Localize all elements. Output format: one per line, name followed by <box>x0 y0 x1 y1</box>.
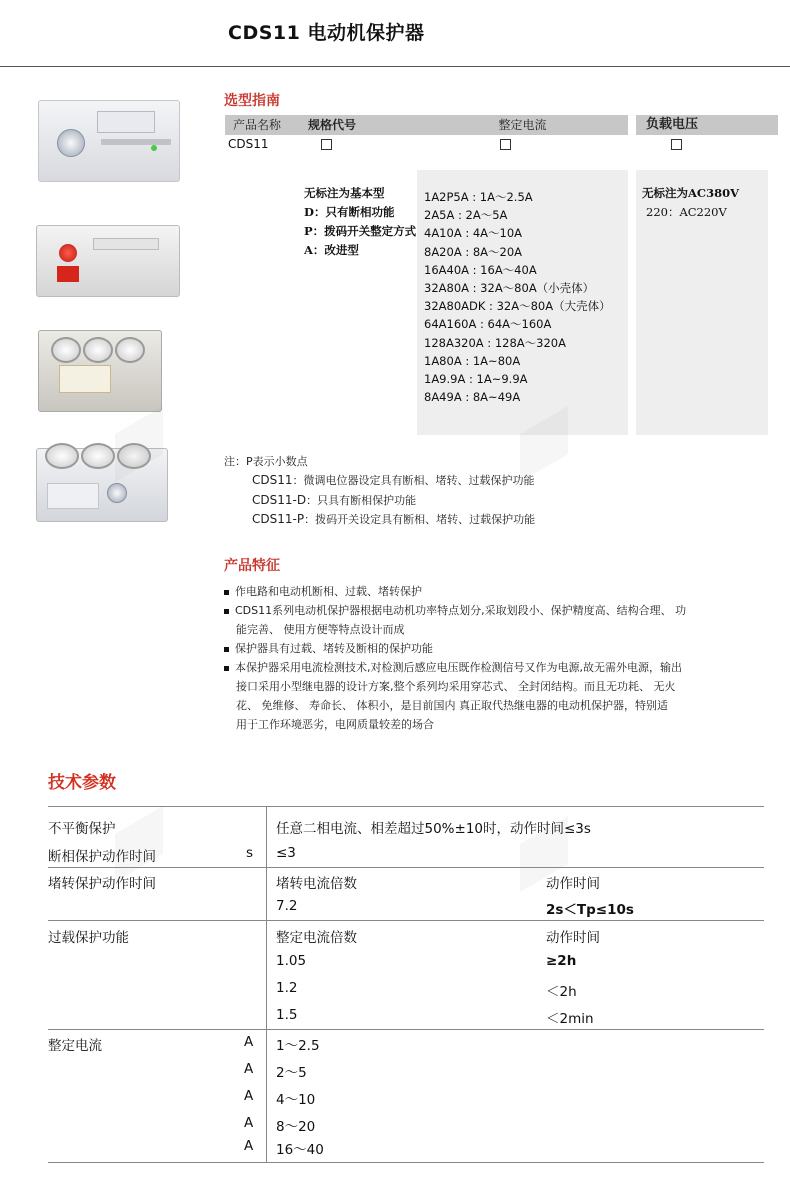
spec-code-checkbox[interactable] <box>321 139 332 150</box>
tech-label: 过载保护功能 <box>48 930 129 946</box>
current-option: 8A20A : 8A～20A <box>424 244 523 259</box>
tech-value: 1.05 <box>276 953 307 969</box>
tech-subheader: 动作时间 <box>546 930 600 946</box>
current-option: 32A80A : 32A～80A（小壳体） <box>424 281 595 296</box>
tech-unit: A <box>244 1034 254 1050</box>
current-hole-icon <box>83 337 113 363</box>
bullet-icon <box>224 647 229 652</box>
label-plate <box>97 111 155 133</box>
current-option: 64A160A : 64A～160A <box>424 317 552 332</box>
tech-value: ≤3 <box>276 845 296 861</box>
table-top-rule <box>48 806 764 807</box>
label-plate <box>47 483 99 509</box>
led-icon <box>151 145 157 151</box>
feature-item: 保护器具有过载、堵转及断相的保护功能 <box>224 639 770 658</box>
feature-item: CDS11系列电动机保护器根据电动机功率特点划分,采取划段小、保护精度高、结构合理、 功 <box>224 601 770 620</box>
notes-intro: 注：P表示小数点 <box>224 455 308 468</box>
tech-label: 整定电流 <box>48 1038 102 1054</box>
tech-value: 1.2 <box>276 980 298 996</box>
current-option: 1A2P5A : 1A～2.5A <box>424 190 533 204</box>
voltage-option: 无标注为AC380V <box>642 186 740 200</box>
model-code: CDS11 <box>228 137 269 151</box>
selection-guide-heading: 选型指南 <box>224 93 280 109</box>
title-divider <box>0 66 790 67</box>
spec-option: 无标注为基本型 <box>304 186 385 200</box>
product-photo-2 <box>36 225 180 297</box>
tech-subheader: 堵转电流倍数 <box>276 876 357 892</box>
feature-item-cont: 能完善、 使用方便等特点设计而成 <box>236 623 405 636</box>
current-hole-icon <box>81 443 115 469</box>
spec-option: A：改进型 <box>304 243 359 257</box>
dial-icon <box>107 483 127 503</box>
voltage-option: 220：AC220V <box>646 205 727 219</box>
current-option: 1A9.9A : 1A~9.9A <box>424 372 528 387</box>
current-option: 2A5A : 2A～5A <box>424 208 508 223</box>
tech-value: 7.2 <box>276 898 298 914</box>
tech-unit: A <box>244 1138 254 1154</box>
tech-label: 断相保护动作时间 <box>48 849 156 865</box>
tech-value: 任意二相电流、相差超过50%±10时，动作时间≤3s <box>276 821 591 837</box>
rated-current-checkbox[interactable] <box>500 139 511 150</box>
feature-item-cont: 花、 免维修、 寿命长、 体积小，是目前国内 真正取代热继电器的电动机保护器，特别适 <box>236 699 668 712</box>
tech-value: 16～40 <box>276 1142 324 1158</box>
current-option: 32A80ADK : 32A～80A（大壳体） <box>424 299 611 314</box>
tech-unit: A <box>244 1061 254 1077</box>
tech-value: 8～20 <box>276 1119 316 1135</box>
feature-item: 作电路和电动机断相、过载、堵转保护 <box>224 582 770 601</box>
tech-unit: s <box>246 845 254 861</box>
note-item: CDS11-D：只具有断相保护功能 <box>252 492 417 507</box>
current-options-list <box>424 188 611 406</box>
tech-label: 不平衡保护 <box>48 821 116 837</box>
current-hole-icon <box>45 443 79 469</box>
current-option: 128A320A : 128A～320A <box>424 335 566 350</box>
tech-value: ≥2h <box>546 953 577 969</box>
bullet-icon <box>224 590 229 595</box>
current-hole-icon <box>115 337 145 363</box>
tech-value: 4～10 <box>276 1092 316 1108</box>
note-item: CDS11：微调电位器设定具有断相、堵转、过载保护功能 <box>252 473 535 487</box>
spec-option: D：只有断相功能 <box>304 205 395 219</box>
current-option: 16A40A : 16A～40A <box>424 262 537 277</box>
tech-value: ＜2min <box>546 1011 594 1027</box>
label-plate <box>93 238 159 250</box>
features-list <box>224 582 770 734</box>
voltage-options-list <box>642 184 739 222</box>
spec-options-list <box>304 184 416 260</box>
red-switch <box>57 266 79 282</box>
current-option: 4A10A : 4A～10A <box>424 226 523 241</box>
tech-value: 1～2.5 <box>276 1038 320 1054</box>
product-photo-1 <box>38 100 180 182</box>
header-spec-code: 规格代号 <box>300 115 418 135</box>
housing-slot <box>101 139 171 145</box>
table-rule <box>48 920 764 921</box>
spec-option: P：拨码开关整定方式 <box>304 224 417 238</box>
feature-item: 本保护器采用电流检测技术,对检测后感应电压既作检测信号又作为电源,故无需外电源，输出 <box>224 658 770 677</box>
table-bottom-rule <box>48 1162 764 1163</box>
load-voltage-checkbox[interactable] <box>671 139 682 150</box>
features-heading: 产品特征 <box>224 558 280 574</box>
current-option: 8A49A : 8A~49A <box>424 390 521 405</box>
tech-value: 2s＜Tp≤10s <box>546 902 634 918</box>
feature-item-cont: 接口采用小型继电器的设计方案,整个系列均采用穿芯式、 全封闭结构。而且无功耗、 无火 <box>236 680 676 693</box>
tech-label: 堵转保护动作时间 <box>48 876 156 892</box>
dial-icon <box>57 129 85 157</box>
feature-item-cont: 用于工作环境恶劣，电网质量较差的场合 <box>236 718 434 731</box>
current-option: 1A80A : 1A~80A <box>424 353 521 368</box>
table-rule <box>48 867 764 868</box>
current-hole-icon <box>51 337 81 363</box>
label-plate <box>59 365 111 393</box>
table-column-divider <box>266 806 267 1162</box>
tech-value: ＜2h <box>546 984 577 1000</box>
tech-unit: A <box>244 1115 254 1131</box>
product-photo-3 <box>38 330 162 412</box>
header-load-voltage: 负载电压 <box>636 115 778 135</box>
tech-subheader: 动作时间 <box>546 876 600 892</box>
tech-value: 2～5 <box>276 1065 307 1081</box>
watermark-logo <box>115 806 163 882</box>
notes-list <box>252 471 535 530</box>
header-rated-current: 整定电流 <box>417 115 628 135</box>
table-rule <box>48 1029 764 1030</box>
page-title: CDS11 电动机保护器 <box>228 22 425 44</box>
bullet-icon <box>224 609 229 614</box>
tech-subheader: 整定电流倍数 <box>276 930 357 946</box>
tech-value: 1.5 <box>276 1007 298 1023</box>
tech-unit: A <box>244 1088 254 1104</box>
knob-icon <box>59 244 77 262</box>
note-item: CDS11-P：拨码开关设定具有断相、堵转、过载保护功能 <box>252 512 536 526</box>
header-product-name: 产品名称 <box>225 115 303 135</box>
tech-params-heading: 技术参数 <box>48 773 116 793</box>
bullet-icon <box>224 666 229 671</box>
